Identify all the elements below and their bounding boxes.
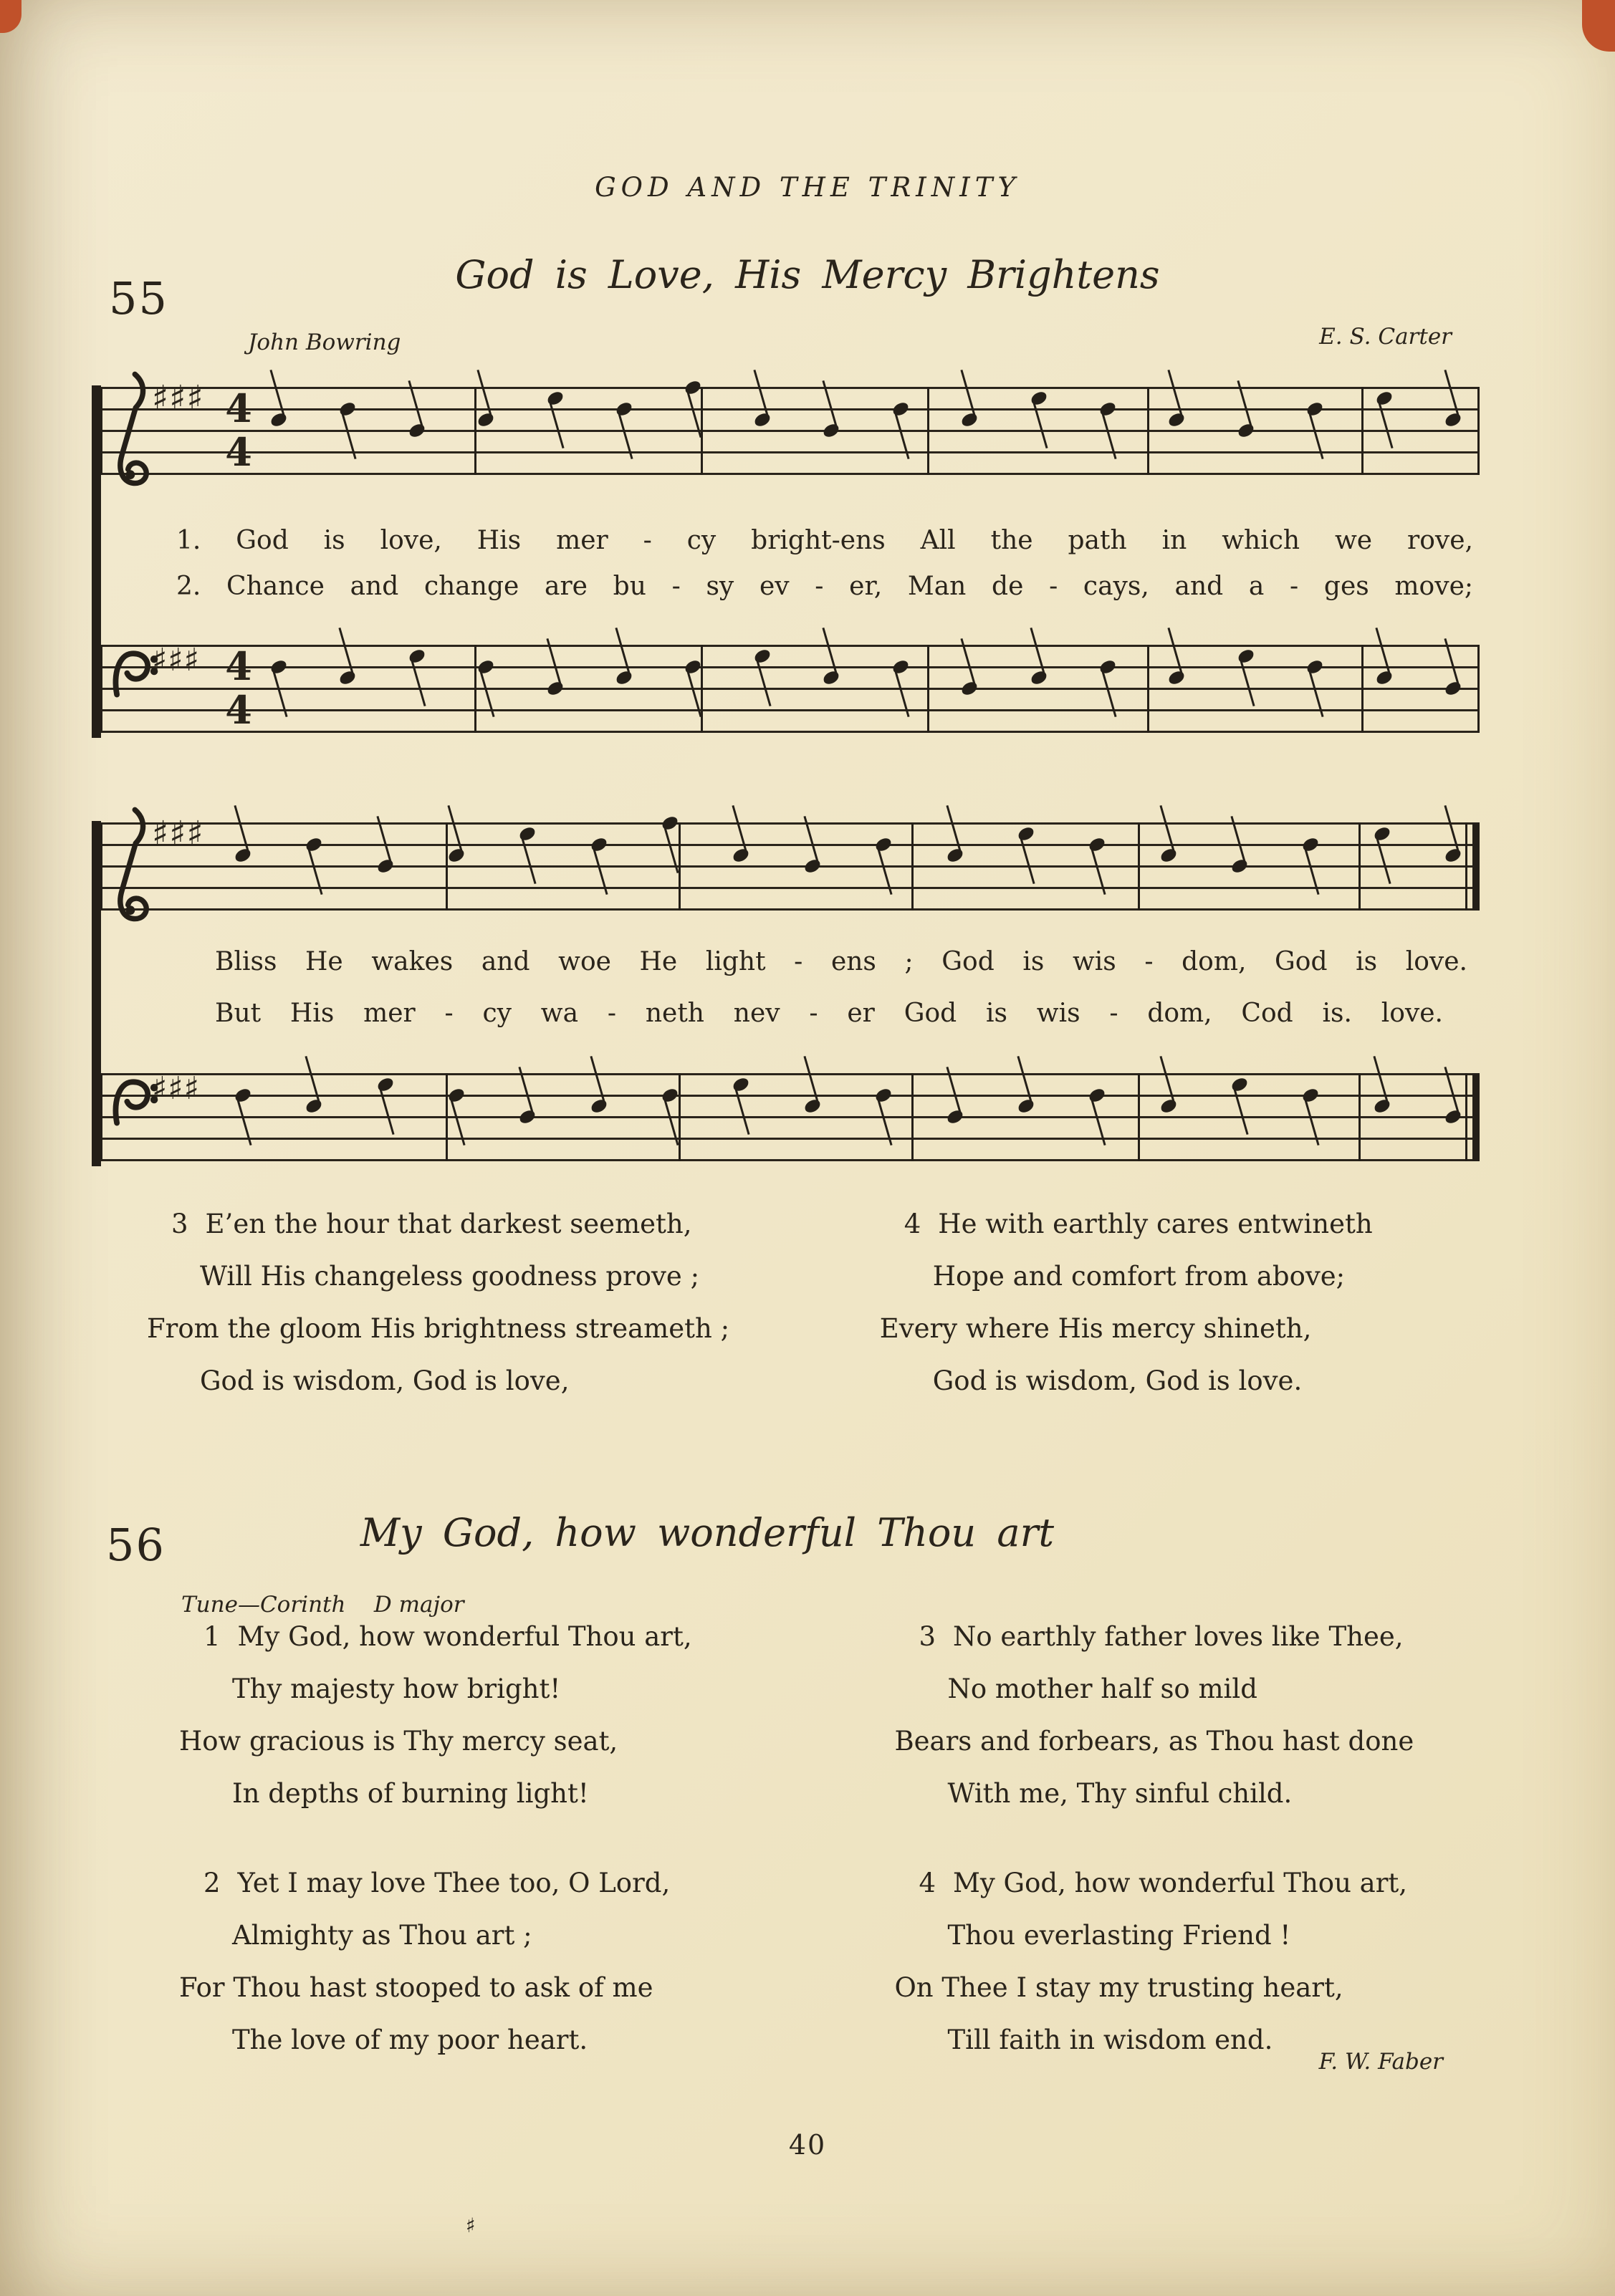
verse-line-text: E’en the hour that darkest seemeth, [205,1209,692,1239]
verse-line: Will His changeless goodness prove ; [200,1261,700,1292]
verse-2 [179,1857,894,2066]
verse-3 [147,1198,880,1407]
bass-staff-1 [100,642,1480,733]
verse-number: 3 [171,1209,188,1239]
verse-3 [894,1610,1504,1820]
verse-line [880,1198,1504,1250]
verse-line: On Thee I stay my trusting heart, [894,1972,1343,2003]
verse-line: Hope and comfort from above; [932,1261,1346,1292]
verse-line [179,1857,894,1909]
time-signature-top: 4 [225,385,252,431]
verse-line-text: My God, how wonderful Thou art, [237,1621,692,1652]
verse-line: Thou everlasting Friend ! [947,1920,1291,1951]
verse-line-text: Yet I may love Thee too, O Lord, [237,1868,671,1898]
verse-line: Every where His mercy shineth, [879,1313,1312,1344]
verse-line-text: He with earthly cares entwineth [938,1209,1373,1239]
key-signature: ♯♯♯ [152,1070,200,1107]
verse-line [894,1857,1504,1909]
verse-line-text: No earthly father loves like Thee, [953,1621,1404,1652]
sung-text-line-1: 1. God is love, His mer - cy bright-ens All the path in which we rove, [176,526,1473,555]
running-header: GOD AND THE TRINITY [595,172,1020,203]
hymn-55-verses [147,1198,1504,1407]
hymn-56-verses-row-1 [179,1610,1504,1820]
verse-line: God is wisdom, God is love, [200,1365,570,1396]
scan-mark-top-right [1582,0,1615,52]
sung-text-line-4: But His mer - cy wa - neth nev - er God is wis - dom, Cod is. love. [215,999,1443,1028]
verse-line: Thy majesty how bright! [232,1673,561,1704]
verse-4 [894,1857,1504,2066]
verse-number: 2 [203,1868,221,1898]
verse-line-text: My God, how wonderful Thou art, [953,1868,1408,1898]
verse-line: From the gloom His brightness streameth ; [147,1313,730,1344]
hymn-56-tune: Tune—Corinth D major [181,1592,464,1618]
hymn-55-title: God is Love, His Mercy Brightens [455,252,1160,297]
verse-line [147,1198,880,1250]
hymn-56-title: My God, how wonderful Thou art [360,1510,1055,1555]
verse-line: Till faith in wisdom end. [947,2024,1273,2055]
hymn-56-number: 56 [106,1519,166,1571]
printers-mark: ♯ [466,2214,476,2237]
treble-staff-1 [100,378,1480,475]
verse-line [179,1610,894,1663]
scan-mark-top-left [0,0,21,33]
key-signature: ♯♯♯ [152,378,204,418]
verse-line: In depths of burning light! [232,1778,589,1809]
verse-line: No mother half so mild [947,1673,1257,1704]
music-notes [100,1073,1480,1161]
key-signature: ♯♯♯ [152,814,204,854]
verse-number: 4 [904,1209,921,1239]
treble-staff-2 [100,814,1480,911]
music-notes [100,645,1480,733]
hymn-56-verses-row-2 [179,1857,1504,2066]
verse-line: How gracious is Thy mercy seat, [179,1726,618,1757]
hymn-56-attribution: F. W. Faber [1318,2049,1443,2075]
verse-line: Bears and forbears, as Thou hast done [894,1726,1414,1757]
verse-4 [880,1198,1504,1407]
key-signature: ♯♯♯ [152,642,200,678]
verse-line: The love of my poor heart. [232,2024,588,2055]
hymn-55-composer: E. S. Carter [1319,324,1452,350]
verse-line: For Thou hast stooped to ask of me [179,1972,653,2003]
verse-line: God is wisdom, God is love. [932,1365,1303,1396]
time-signature-bottom: 4 [225,687,252,733]
music-notes [100,387,1480,475]
hymn-55-number: 55 [109,272,168,325]
sung-text-line-2: 2. Chance and change are bu - sy ev - er, Man de - cays, and a - ges move; [176,572,1473,601]
sung-text-line-3: Bliss He wakes and woe He light - ens ; God is wis - dom, God is love. [215,947,1467,976]
verse-number: 3 [919,1621,936,1652]
time-signature-bottom: 4 [225,429,252,475]
time-signature-top: 4 [225,643,252,689]
verse-number: 1 [203,1621,221,1652]
page-number: 40 [788,2129,827,2161]
hymn-55-author: John Bowring [248,330,401,355]
verse-1 [179,1610,894,1820]
bass-staff-2 [100,1070,1480,1161]
music-notes [100,822,1480,911]
verse-number: 4 [919,1868,936,1898]
verse-line: With me, Thy sinful child. [947,1778,1293,1809]
verse-line: Almighty as Thou art ; [232,1920,532,1951]
verse-line [894,1610,1504,1663]
